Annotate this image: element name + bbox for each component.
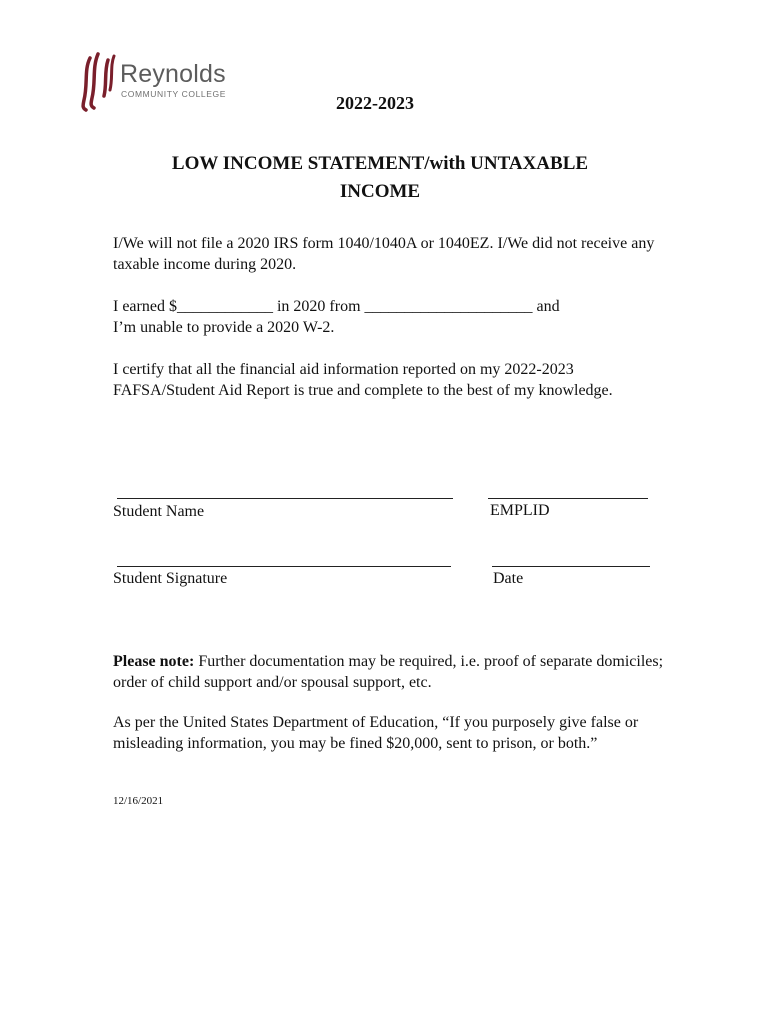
please-note-text: Further documentation may be required, i.e. proof of separate domiciles; order of child support and/or spousal support, etc. <box>113 653 664 691</box>
date-line[interactable] <box>492 566 650 567</box>
date-label: Date <box>493 570 524 587</box>
earnings-statement <box>113 296 673 338</box>
untaxed-statement: I/We will not file a 2020 IRS form 1040/1040A or 1040EZ. I/We did not receive any taxable income during 2020. <box>113 235 655 273</box>
college-subtitle: COMMUNITY COLLEGE <box>121 89 226 99</box>
certification-statement: I certify that all the financial aid information reported on my 2022-2023 FAFSA/Student Aid Report is true and complete to the best of my knowledge. <box>113 361 613 399</box>
award-year: 2022-2023 <box>336 93 414 113</box>
earnings-line-1: I earned $____________ in 2020 from _____________________ and <box>113 298 560 315</box>
student-signature-line[interactable] <box>117 566 451 567</box>
student-signature-label: Student Signature <box>113 570 228 587</box>
form-title: LOW INCOME STATEMENT/with UNTAXABLE INCOME <box>171 153 589 202</box>
college-logo-mark-icon <box>80 50 120 112</box>
revision-date: 12/16/2021 <box>113 795 164 807</box>
please-note <box>113 651 673 693</box>
student-name-label: Student Name <box>113 503 205 520</box>
student-name-line[interactable] <box>117 498 453 499</box>
legal-warning: As per the United States Department of Education, “If you purposely give false or misleading information, you may be fined $20,000, sent to prison, or both.” <box>113 714 639 752</box>
college-logo <box>80 50 240 112</box>
please-note-label: Please note: <box>113 653 195 670</box>
earnings-line-2: I’m unable to provide a 2020 W-2. <box>113 319 335 336</box>
emplid-line[interactable] <box>488 498 648 499</box>
college-name: Reynolds <box>120 60 226 88</box>
emplid-label: EMPLID <box>490 502 550 519</box>
